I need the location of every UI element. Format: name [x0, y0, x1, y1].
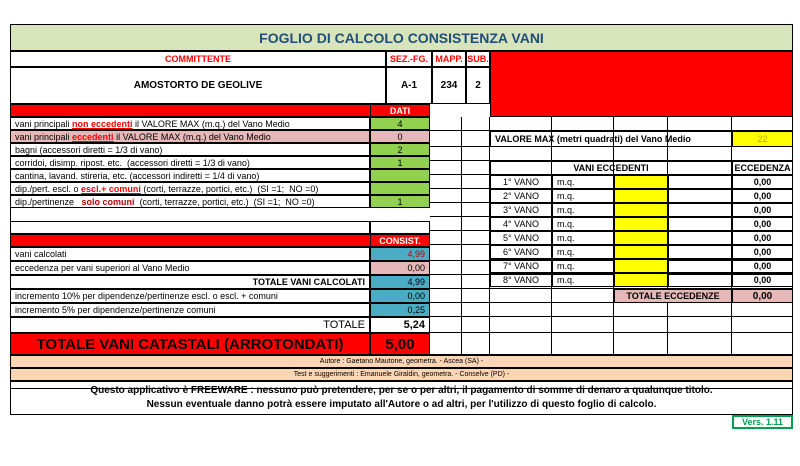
grid-cell [668, 147, 732, 161]
grid-cell [552, 289, 614, 303]
grid-cell [462, 333, 490, 355]
eccedenza-column-header: ECCEDENZA [732, 161, 793, 175]
totale-vani-calcolati-value: 4,99 [370, 275, 430, 289]
grid-cell [430, 161, 462, 175]
data-row-highlight: solo comuni [81, 196, 135, 207]
vano-eccedenza-value: 0,00 [732, 245, 793, 259]
data-row-value[interactable]: 1 [370, 156, 430, 169]
vano-label: 5° VANO [490, 231, 552, 245]
data-row-value[interactable] [370, 182, 430, 195]
vano-eccedenza-value: 0,00 [732, 259, 793, 273]
grid-cell [430, 131, 462, 147]
data-row-label [10, 182, 370, 195]
totale-label: TOTALE [10, 317, 370, 333]
incremento-10-value: 0,00 [370, 289, 430, 303]
totale-vani-catastali-label: TOTALE VANI CATASTALI (ARROTONDATI) [10, 333, 370, 355]
data-row-value[interactable]: 0 [370, 130, 430, 143]
vano-label: 1° VANO [490, 175, 552, 189]
grid-cell [430, 147, 462, 161]
eccedenza-value: 0,00 [370, 261, 430, 275]
data-row-highlight: eccedenti [72, 131, 114, 142]
grid-cell [552, 303, 614, 317]
vano-eccedenza-value: 0,00 [732, 273, 793, 287]
grid-cell [732, 317, 793, 333]
vano-unit: m.q. [552, 189, 614, 203]
grid-cell [430, 203, 462, 217]
red-header-block [490, 51, 793, 117]
sezfg-header: SEZ.-FG. [386, 51, 432, 67]
grid-cell [430, 289, 462, 303]
data-row-text-suffix: il VALORE MAX (m.q.) del Vano Medio [113, 131, 271, 142]
vano-blank [668, 189, 732, 203]
grid-cell [490, 289, 552, 303]
data-row-text: dip./pert. escl. o [15, 183, 82, 194]
grid-cell [732, 303, 793, 317]
grid-cell [552, 333, 614, 355]
grid-cell [430, 231, 462, 245]
grid-cell [552, 117, 614, 131]
consist-label: CONSIST. [370, 234, 430, 247]
sezfg-field[interactable]: A-1 [386, 67, 432, 104]
freeware-notice [10, 381, 793, 415]
grid-cell [462, 117, 490, 131]
vano-label: 2° VANO [490, 189, 552, 203]
vano-mq-input[interactable] [614, 203, 668, 217]
grid-cell [462, 231, 490, 245]
freeware-line-1: Questo applicativo è FREEWARE : nessuno può pretendere, per se o per altri, il pagamento di somme di denaro a qualunque titolo. [90, 385, 713, 396]
vano-unit: m.q. [552, 273, 614, 287]
grid-cell [430, 189, 462, 203]
data-row-label [10, 130, 370, 143]
grid-cell [462, 217, 490, 231]
vano-unit: m.q. [552, 259, 614, 273]
vano-blank [668, 217, 732, 231]
grid-cell [462, 317, 490, 333]
vano-mq-input[interactable] [614, 273, 668, 287]
vano-mq-input[interactable] [614, 245, 668, 259]
grid-cell [614, 317, 668, 333]
sheet-title: FOGLIO DI CALCOLO CONSISTENZA VANI [10, 24, 793, 51]
mapp-field[interactable]: 234 [432, 67, 466, 104]
vano-label: 4° VANO [490, 217, 552, 231]
dati-label: DATI [370, 104, 430, 117]
vano-blank [668, 175, 732, 189]
vano-unit: m.q. [552, 231, 614, 245]
data-row-text: cantina, lavand. stireria, etc. (accessori indiretti = 1/4 di vano) [15, 170, 260, 181]
vano-unit: m.q. [552, 203, 614, 217]
grid-cell [614, 303, 668, 317]
grid-cell [462, 275, 490, 289]
grid-cell [552, 147, 614, 161]
data-row-label [10, 143, 370, 156]
mapp-header: MAPP. [432, 51, 466, 67]
grid-cell [462, 161, 490, 175]
data-row-value[interactable]: 2 [370, 143, 430, 156]
grid-cell [462, 261, 490, 275]
gap-row [10, 221, 370, 234]
grid-cell [668, 303, 732, 317]
grid-cell [614, 333, 668, 355]
grid-cell [552, 317, 614, 333]
grid-cell [462, 303, 490, 317]
test-credit: Test e suggerimenti : Emanuele Giraldin, geometra. - Conselve (PD) - [10, 368, 793, 381]
data-row-label [10, 195, 370, 208]
vani-eccedenti-header: VANI ECCEDENTI [490, 161, 732, 175]
grid-cell [614, 147, 668, 161]
vano-blank [668, 231, 732, 245]
data-row-label [10, 169, 370, 182]
data-row-text: dip./pertinenze [15, 196, 82, 207]
data-row-text-suffix: (corti, terrazze, portici, etc.) (SI =1; NO =0) [140, 183, 319, 194]
data-row-highlight: non eccedenti [72, 118, 133, 129]
incremento-10-label: incremento 10% per dipendenze/pertinenze escl. o escl. + comuni [10, 289, 370, 303]
grid-cell [430, 245, 462, 261]
grid-cell [462, 289, 490, 303]
grid-cell [430, 275, 462, 289]
grid-cell [430, 175, 462, 189]
data-row-text: bagni (accessori diretti = 1/3 di vano) [15, 144, 163, 155]
sub-field[interactable]: 2 [466, 67, 490, 104]
grid-cell [462, 147, 490, 161]
data-row-label [10, 117, 370, 130]
vani-calcolati-label: vani calcolati [10, 247, 370, 261]
vano-eccedenza-value: 0,00 [732, 203, 793, 217]
grid-cell [430, 117, 462, 131]
grid-cell [462, 189, 490, 203]
vano-blank [668, 245, 732, 259]
valore-max-field[interactable]: 22 [732, 131, 793, 147]
grid-cell [430, 303, 462, 317]
grid-cell [490, 317, 552, 333]
incremento-5-value: 0,25 [370, 303, 430, 317]
grid-cell [732, 117, 793, 131]
vano-eccedenza-value: 0,00 [732, 175, 793, 189]
vano-mq-input[interactable] [614, 217, 668, 231]
valore-max-label: VALORE MAX (metri quadrati) del Vano Medio [490, 131, 732, 147]
grid-cell [668, 117, 732, 131]
grid-cell [490, 147, 552, 161]
gap-row-value [370, 221, 430, 234]
data-row-text-suffix: il VALORE MAX (m.q.) del Vano Medio [132, 118, 290, 129]
totale-vani-catastali-value: 5,00 [370, 333, 430, 355]
autore-credit: Autore : Gaetano Mautone, geometra. - Ascea (SA) - [10, 355, 793, 368]
data-row-text: vani principali [15, 131, 73, 142]
vano-blank [668, 273, 732, 287]
totale-value: 5,24 [370, 317, 430, 333]
grid-cell [462, 175, 490, 189]
sub-header: SUB. [466, 51, 490, 67]
totale-eccedenze-value: 0,00 [732, 289, 793, 303]
vano-label: 6° VANO [490, 245, 552, 259]
dati-bar [10, 104, 430, 117]
incremento-5-label: incremento 5% per dipendenze/pertinenze comuni [10, 303, 370, 317]
vano-eccedenza-value: 0,00 [732, 231, 793, 245]
vano-label: 8° VANO [490, 273, 552, 287]
grid-cell [668, 333, 732, 355]
vano-mq-input[interactable] [614, 259, 668, 273]
grid-cell [462, 131, 490, 147]
consist-bar [10, 234, 430, 247]
grid-cell [430, 333, 462, 355]
vano-mq-input[interactable] [614, 231, 668, 245]
eccedenza-label: eccedenza per vani superiori al Vano Medio [10, 261, 370, 275]
data-row-value[interactable]: 4 [370, 117, 430, 130]
data-row-label [10, 156, 370, 169]
vano-eccedenza-value: 0,00 [732, 189, 793, 203]
grid-cell [490, 117, 552, 131]
grid-cell [614, 117, 668, 131]
totale-vani-calcolati-label: TOTALE VANI CALCOLATI [10, 275, 370, 289]
grid-cell [732, 147, 793, 161]
grid-cell [462, 203, 490, 217]
data-row-text: corridoi, disimp. ripost. etc. (accessori diretti = 1/3 di vano) [15, 157, 250, 168]
vano-unit: m.q. [552, 175, 614, 189]
grid-cell [732, 333, 793, 355]
totale-eccedenze-label: TOTALE ECCEDENZE [614, 289, 732, 303]
vano-unit: m.q. [552, 245, 614, 259]
vano-unit: m.q. [552, 217, 614, 231]
data-row-text: vani principali [15, 118, 73, 129]
data-row-value[interactable] [370, 169, 430, 182]
vano-mq-input[interactable] [614, 175, 668, 189]
grid-cell [462, 245, 490, 261]
grid-cell [490, 303, 552, 317]
grid-cell [430, 261, 462, 275]
grid-cell [430, 317, 462, 333]
vano-blank [668, 259, 732, 273]
vani-calcolati-value: 4,99 [370, 247, 430, 261]
vano-blank [668, 203, 732, 217]
freeware-line-2: Nessun eventuale danno potrà essere imputato all'Autore o ad altri, per l'utilizzo di questo foglio di calcolo. [146, 399, 657, 410]
committente-header: COMMITTENTE [10, 51, 386, 67]
committente-field[interactable]: AMOSTORTO DE GEOLIVE [10, 67, 386, 104]
grid-cell [490, 333, 552, 355]
data-row-text-suffix: (corti, terrazze, portici, etc.) (SI =1; NO =0) [134, 196, 315, 207]
vano-mq-input[interactable] [614, 189, 668, 203]
vano-label: 3° VANO [490, 203, 552, 217]
data-row-highlight: escl.+ comuni [81, 183, 141, 194]
grid-cell [668, 317, 732, 333]
data-row-value[interactable]: 1 [370, 195, 430, 208]
vano-label: 7° VANO [490, 259, 552, 273]
grid-cell [430, 217, 462, 231]
vano-eccedenza-value: 0,00 [732, 217, 793, 231]
version-label: Vers. 1.11 [732, 415, 793, 429]
